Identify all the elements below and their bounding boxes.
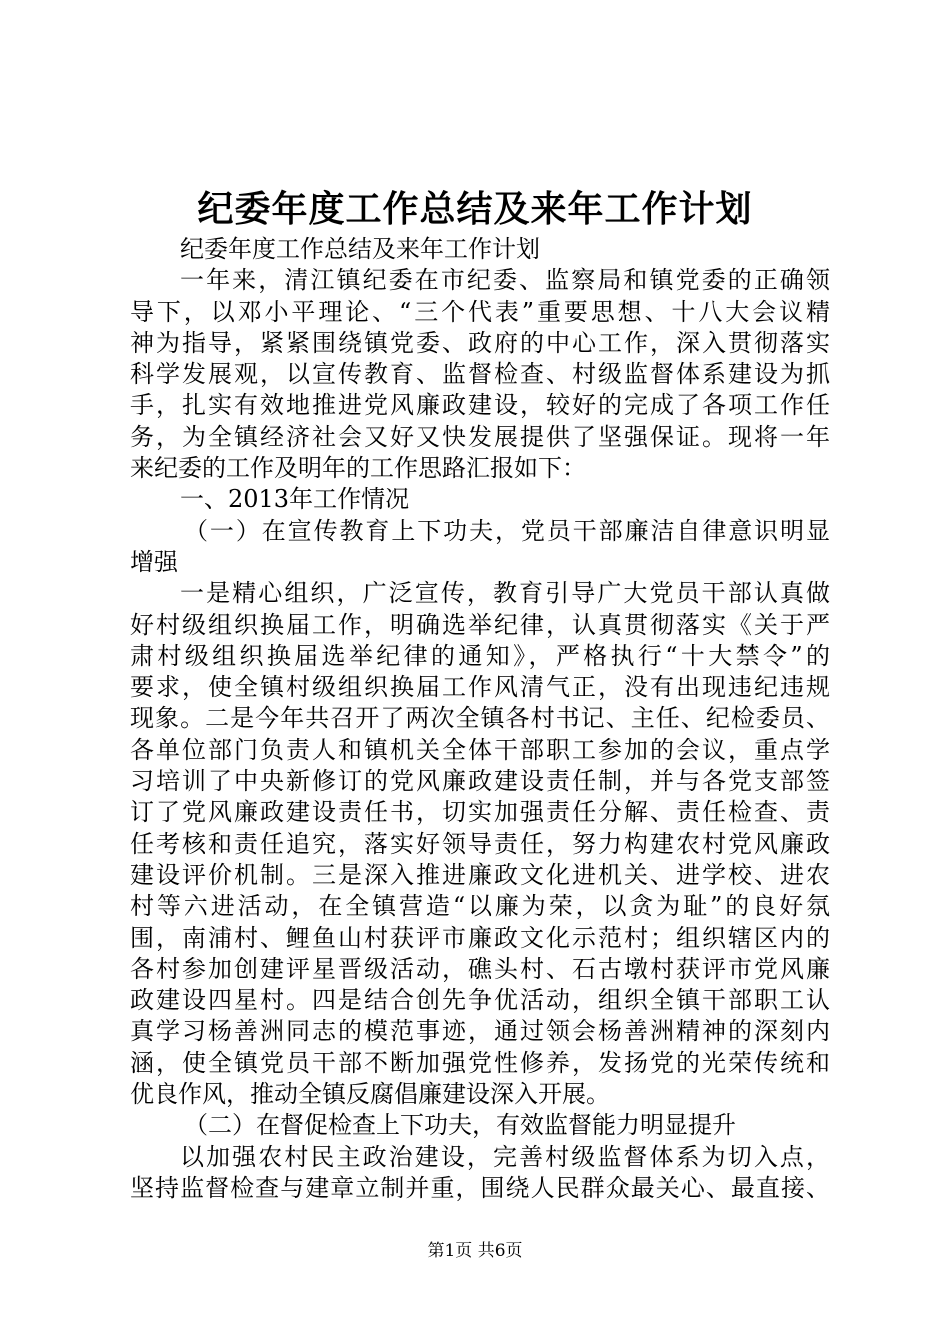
- text-line: 坚持监督检查与建章立制并重，围绕人民群众最关心、最直接、: [130, 1173, 830, 1202]
- text-line: 建设评价机制。三是深入推进廉政文化进机关、进学校、进农: [130, 860, 830, 889]
- text-line: 现象。二是今年共召开了两次全镇各村书记、主任、纪检委员、: [130, 704, 830, 733]
- text-line: 务，为全镇经济社会又好又快发展提供了坚强保证。现将一年: [130, 422, 830, 451]
- text-line: 各村参加创建评星晋级活动，礁头村、石古墩村获评市党风廉: [130, 954, 830, 983]
- text-line: 各单位部门负责人和镇机关全体干部职工参加的会议，重点学: [130, 735, 830, 764]
- text-line: 导下，以邓小平理论、“三个代表”重要思想、十八大会议精: [130, 297, 830, 326]
- text-line: 肃村级组织换届选举纪律的通知》，严格执行“十大禁令”的: [130, 641, 830, 670]
- text-line: 以加强农村民主政治建设，完善村级监督体系为切入点，: [180, 1142, 830, 1171]
- text-line: 科学发展观，以宣传教育、监督检查、村级监督体系建设为抓: [130, 360, 830, 389]
- text-line: 增强: [130, 547, 178, 576]
- text-line: 来纪委的工作及明年的工作思路汇报如下：: [130, 454, 586, 483]
- text-line: （一）在宣传教育上下功夫，党员干部廉洁自律意识明显: [184, 516, 830, 545]
- document-body: [130, 234, 830, 1204]
- text-line: 手，扎实有效地推进党风廉政建设，较好的完成了各项工作任: [130, 391, 830, 420]
- text-line: 纪委年度工作总结及来年工作计划: [180, 235, 540, 263]
- text-line: 一、2013年工作情况: [180, 485, 410, 514]
- text-line: 一是精心组织，广泛宣传，教育引导广大党员干部认真做: [180, 579, 830, 608]
- text-line: 围，南浦村、鲤鱼山村获评市廉政文化示范村；组织辖区内的: [130, 923, 830, 952]
- text-line: 要求，使全镇村级组织换届工作风清气正，没有出现违纪违规: [130, 673, 830, 702]
- text-line: 任考核和责任追究，落实好领导责任，努力构建农村党风廉政: [130, 829, 830, 858]
- text-line: 政建设四星村。四是结合创先争优活动，组织全镇干部职工认: [130, 986, 830, 1015]
- page-footer: 第1页 共6页: [427, 1241, 523, 1261]
- text-line: 习培训了中央新修订的党风廉政建设责任制，并与各党支部签: [130, 767, 830, 796]
- text-line: 村等六进活动，在全镇营造“以廉为荣，以贪为耻”的良好氛: [130, 892, 830, 921]
- text-line: 一年来，清江镇纪委在市纪委、监察局和镇党委的正确领: [180, 266, 830, 295]
- text-line: 涵，使全镇党员干部不断加强党性修养，发扬党的光荣传统和: [130, 1048, 830, 1077]
- text-line: （二）在督促检查上下功夫，有效监督能力明显提升: [184, 1111, 736, 1140]
- text-line: 优良作风，推动全镇反腐倡廉建设深入开展。: [130, 1080, 610, 1109]
- text-line: 好村级组织换届工作，明确选举纪律，认真贯彻落实《关于严: [130, 610, 830, 639]
- text-line: 订了党风廉政建设责任书，切实加强责任分解、责任检查、责: [130, 798, 830, 827]
- text-line: 真学习杨善洲同志的模范事迹，通过领会杨善洲精神的深刻内: [130, 1017, 830, 1046]
- document-title: 纪委年度工作总结及来年工作计划: [197, 188, 753, 230]
- text-line: 神为指导，紧紧围绕镇党委、政府的中心工作，深入贯彻落实: [130, 328, 830, 357]
